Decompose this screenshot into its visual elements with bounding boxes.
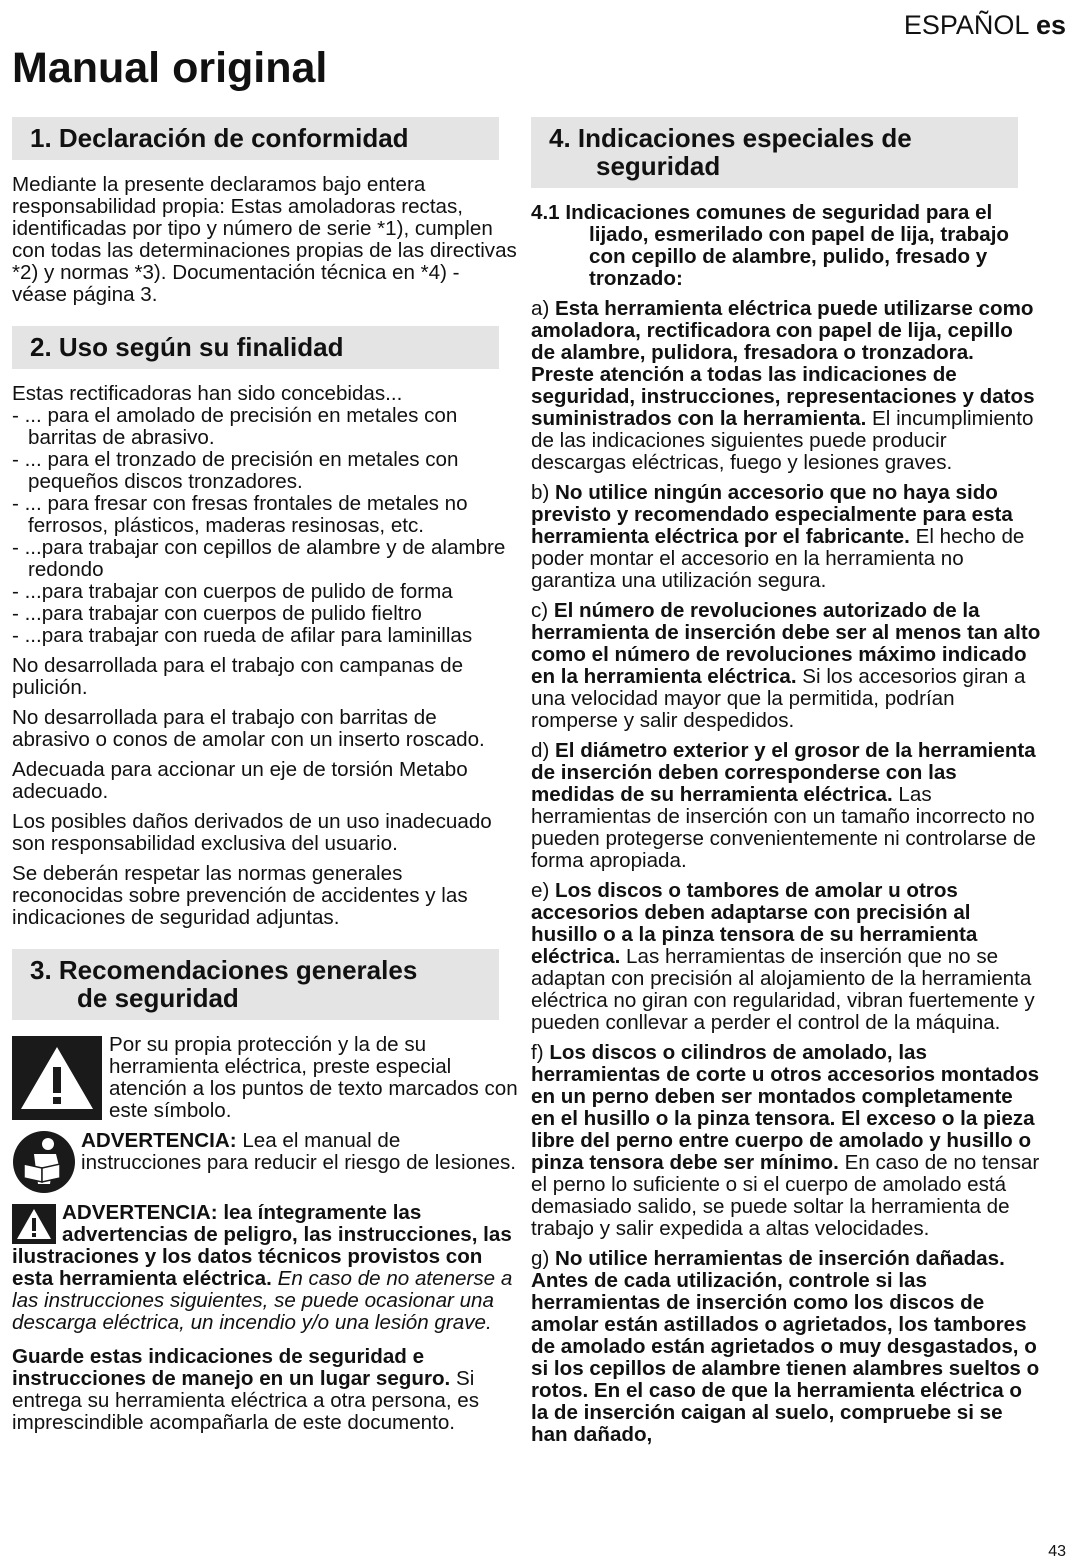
item-label: c) (531, 599, 549, 622)
item-label: d) (531, 739, 550, 762)
language-label (904, 10, 1066, 41)
safety-item (531, 1042, 1041, 1240)
list-item: - ... para el tronzado de precisión en metales con pequeños discos tronzadores. (12, 448, 459, 493)
page-number: 43 (1048, 1543, 1066, 1560)
item-bold-text: No utilice herramientas de inserción dañadas. Antes de cada utilización, controle si las herramientas de inserción como los discos de amolar están astillados o agrietados, los tambores de amolado están agrietados o muy desgastados, o si los cepillos de alambre tienen alambres sueltos o rotos. En el caso de que la herramienta eléctrica o la de inserción caigan al suelo, compruebe si se han dañado, (531, 1247, 1040, 1446)
warning-triangle-icon (12, 1204, 56, 1244)
item-bold-text: No utilice ningún accesorio que no haya sido previsto y recomendado especialmente para esta herramienta eléctrica por el fabricante. (531, 481, 1013, 548)
read-manual-icon (12, 1130, 76, 1194)
section-2-intro: Estas rectificadoras han sido concebidas... (12, 382, 403, 405)
section-1-heading: 1. Declaración de conformidad (12, 117, 499, 160)
safety-item (531, 880, 1041, 1034)
item-bold-text: El diámetro exterior y el grosor de la herramienta de inserción deben corresponderse con las medidas de su herramienta eléctrica. (531, 739, 1036, 806)
general-warning-bold: ADVERTENCIA: lea íntegramente las advertencias de peligro, las instrucciones, las ilustraciones y los datos técnicos provistos con esta herramienta eléctrica. (12, 1201, 512, 1290)
list-item: - ...para trabajar con rueda de afilar para laminillas (12, 624, 473, 647)
item-text: Las herramientas de inserción que no se adaptan con precisión al alojamiento de la herramienta eléctrica no giran con regularidad, vibran fuertemente y pueden conllevar a perder el control de la máquina. (531, 945, 1035, 1034)
item-label: f) (531, 1041, 544, 1064)
item-bold-text: Esta herramienta eléctrica puede utilizarse como amoladora, rectificadora con papel de lija, cepillo de alambre, pulidora, fresadora o tronzadora. Preste atención a todas las indicaciones de seguridad, instrucciones, representaciones y datos suministrados con la herramienta. (531, 297, 1035, 430)
section-4-heading (531, 117, 1018, 188)
safety-item (531, 482, 1041, 592)
section-4-heading-line-1: 4. Indicaciones especiales de (549, 123, 912, 153)
right-column (531, 117, 1041, 1454)
item-bold-text: Los discos o tambores de amolar u otros accesorios deben adaptarse con precisión al husillo o a la pinza tensora de su herramienta eléctrica. (531, 879, 978, 968)
warning-symbol-note (12, 1034, 518, 1122)
section-3-heading (12, 949, 499, 1020)
section-2-heading: 2. Uso según su finalidad (12, 326, 499, 369)
item-label: e) (531, 879, 550, 902)
section-2-paragraph: No desarrollada para el trabajo con barritas de abrasivo o conos de amolar con un inserto roscado. (12, 706, 485, 751)
section-4-heading-line-2: seguridad (596, 151, 721, 181)
section-2-paragraph: Los posibles daños derivados de un uso inadecuado son responsabilidad exclusiva del usuario. (12, 810, 492, 855)
section-3-heading-line-2: de seguridad (77, 983, 239, 1013)
item-text: Las herramientas de inserción con un tamaño incorrecto no pueden protegerse convenientemente ni controlarse de forma apropiada. (531, 783, 1036, 872)
item-bold-text: Los discos o cilindros de amolado, las herramientas de corte u otros accesorios montados en un perno deben ser montados completamente en el husillo o la pinza tensora. El exceso o la pieza libre del perno entre cuerpo de amolado y husillo o pinza tensora debe ser mínimo. (531, 1041, 1040, 1174)
read-manual-warning (12, 1130, 518, 1194)
list-item: - ...para trabajar con cuerpos de pulido de forma (12, 580, 453, 603)
section-2-paragraph: Adecuada para accionar un eje de torsión Metabo adecuado. (12, 758, 468, 803)
item-label: g) (531, 1247, 550, 1270)
safety-item (531, 740, 1041, 872)
section-2-paragraph: No desarrollada para el trabajo con campanas de pulición. (12, 654, 464, 699)
item-text: El hecho de poder montar el accesorio en la herramienta no garantiza una utilización segura. (531, 525, 1025, 592)
item-text: El incumplimiento de las indicaciones siguientes puede producir descargas eléctricas, fuego y lesiones graves. (531, 407, 1034, 474)
list-item: - ...para trabajar con cepillos de alambre y de alambre redondo (12, 536, 506, 581)
item-label: a) (531, 297, 550, 320)
warning-triangle-icon (12, 1036, 102, 1120)
list-item: - ...para trabajar con cuerpos de pulido fieltro (12, 602, 422, 625)
left-column (12, 117, 518, 1442)
general-warning-italic: En caso de no atenerse a las instrucciones siguientes, se puede ocasionar una descarga eléctrica, un incendio y/o una lesión grave. (12, 1267, 513, 1334)
read-manual-text (81, 1130, 518, 1174)
item-text: En caso de no tensar el perno lo suficiente o si el cuerpo de amolado está demasiado salido, se puede soltar la herramienta de trabajo y salir expedida a altas velocidades. (531, 1151, 1040, 1240)
keep-instructions-bold: Guarde estas indicaciones de seguridad e instrucciones de manejo en un lugar seguro. (12, 1345, 451, 1390)
section-1-text: Mediante la presente declaramos bajo entera responsabilidad propia: Estas amoladoras rectas, identificadas por tipo y número de serie *1), cumplen con todas las determinaciones propias de las directivas *2) y normas *3). Documentación técnica en *4) - véase página 3. (12, 173, 517, 306)
section-2-paragraph: Se deberán respetar las normas generales reconocidas sobre prevención de accidentes y las indicaciones de seguridad adjuntas. (12, 862, 468, 929)
language-name: ESPAÑOL (903, 10, 1029, 40)
section-3-heading-line-1: 3. Recomendaciones generales (30, 955, 418, 985)
keep-instructions-text: Si entrega su herramienta eléctrica a otra persona, es imprescindible acompañarla de este documento. (12, 1367, 480, 1434)
keep-instructions (12, 1346, 518, 1434)
item-label: b) (531, 481, 550, 504)
list-item: - ... para fresar con fresas frontales de metales no ferrosos, plásticos, maderas resinosas, etc. (12, 492, 468, 537)
warning-label: ADVERTENCIA: (81, 1129, 237, 1152)
page-title: Manual original (12, 44, 328, 92)
safety-item (531, 1248, 1041, 1446)
general-warning (12, 1202, 518, 1334)
language-code: es (1035, 10, 1066, 40)
safety-item (531, 600, 1041, 732)
safety-item (531, 298, 1041, 474)
warning-text: Lea el manual de instrucciones para reducir el riesgo de lesiones. (81, 1129, 516, 1174)
subsection-4-1-heading: 4.1 Indicaciones comunes de seguridad para el lijado, esmerilado con papel de lija, trabajo con cepillo de alambre, pulido, fresado y tronzado: (531, 201, 1009, 290)
symbol-explanation: Por su propia protección y la de su herramienta eléctrica, preste especial atención a los puntos de texto marcados con este símbolo. (109, 1033, 518, 1122)
list-item: - ... para el amolado de precisión en metales con barritas de abrasivo. (12, 404, 458, 449)
item-bold-text: El número de revoluciones autorizado de la herramienta de inserción debe ser al menos tan alto como el número de revoluciones máximo indicado en la herramienta eléctrica. (531, 599, 1041, 688)
item-text: Si los accesorios giran a una velocidad mayor que la permitida, podrían romperse y salir despedidos. (531, 665, 1026, 732)
